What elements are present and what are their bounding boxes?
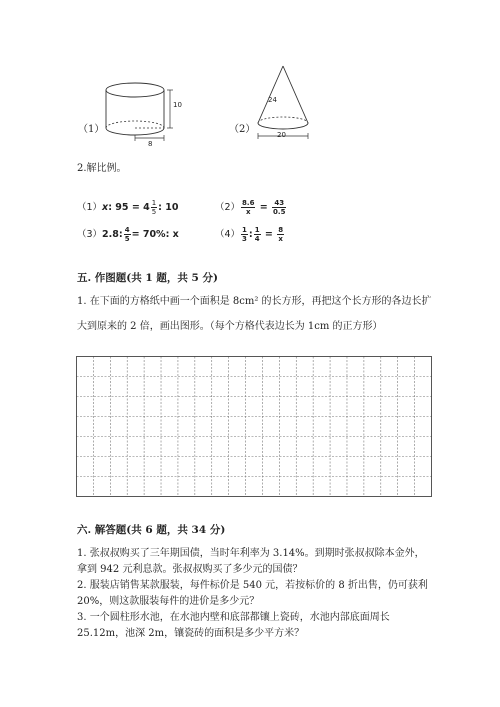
proportion-3 — [77, 226, 179, 243]
section-5-heading: 五. 作图题(共 1 题，共 5 分) — [77, 272, 218, 284]
section-6-q2-line2: 20%，则这款服装每件的进价是多少元？ — [77, 596, 260, 607]
section-6-q3-line2: 25.12m，池深 2m，镶瓷砖的面积是多少平方米？ — [77, 628, 305, 639]
section-5-q1-line2: 大到原来的 2 倍，画出图形。（每个方格代表边长为 1cm 的正方形） — [77, 321, 383, 332]
cylinder-height-label: 10 — [173, 101, 182, 109]
p3-rhs: = 70%: x — [131, 229, 179, 240]
proportion-4 — [215, 226, 285, 243]
figure-2-label: （2） — [229, 124, 256, 135]
proportion-1-label: （1） — [77, 202, 103, 213]
cylinder-figure — [100, 78, 190, 148]
section-6-q1-line1: 1. 张叔叔购买了三年期国债，当时年利率为 3.14%。到期时张叔叔除本金外， — [77, 548, 425, 559]
p2-fraction-2: $\frac{43}{0.5}$ — [273, 199, 286, 216]
proportion-2 — [215, 199, 287, 216]
p4-fraction-2: $\frac{1}{4}$ — [254, 226, 260, 243]
p1-fraction: $\frac{1}{5}$ — [151, 199, 157, 216]
p1-rhs: : 10 — [158, 202, 179, 213]
q2-title: 2.解比例。 — [77, 163, 127, 174]
p4-colon: : — [248, 229, 253, 240]
section-6-q3-line1: 3. 一个圆柱形水池，在水池内壁和底部都镶上瓷砖，水池内部底面周长 — [77, 612, 390, 623]
figure-1-label: （1） — [78, 124, 105, 135]
p1-mid: : 95 = 4 — [108, 202, 150, 213]
grid-paper[interactable] — [76, 356, 432, 497]
cone-slant-label: 24 — [268, 96, 277, 104]
p2-fraction-1: $\frac{8.6}{x}$ — [242, 199, 255, 216]
section-6-q1-line2: 拿到 942 元利息款。张叔叔购买了多少元的国债？ — [77, 564, 303, 575]
p3-lhs: 2.8: — [102, 229, 123, 240]
p4-eq: = — [264, 229, 273, 240]
proportion-2-label: （2） — [215, 202, 241, 213]
proportion-4-label: （4） — [215, 229, 241, 240]
section-6-heading: 六. 解答题(共 6 题，共 34 分) — [77, 524, 226, 536]
section-5-q1-line1: 1. 在下面的方格纸中画一个面积是 8cm² 的长方形，再把这个长方形的各边长扩 — [77, 296, 432, 307]
var-x: x — [102, 202, 109, 213]
proportion-1 — [77, 199, 179, 216]
cylinder-radius-label: 8 — [148, 140, 153, 148]
p2-eq: = — [259, 202, 268, 213]
cone-diameter-label: 20 — [277, 131, 286, 139]
p4-fraction-3: $\frac{8}{x}$ — [278, 226, 284, 243]
section-6-q2-line1: 2. 服装店销售某款服装，每件标价是 540 元，若按标价的 8 折出售，仍可获利 — [77, 580, 428, 591]
p3-fraction: $\frac{4}{5}$ — [124, 226, 130, 243]
p4-fraction-1: $\frac{1}{3}$ — [242, 226, 247, 243]
proportion-3-label: （3） — [77, 229, 103, 240]
